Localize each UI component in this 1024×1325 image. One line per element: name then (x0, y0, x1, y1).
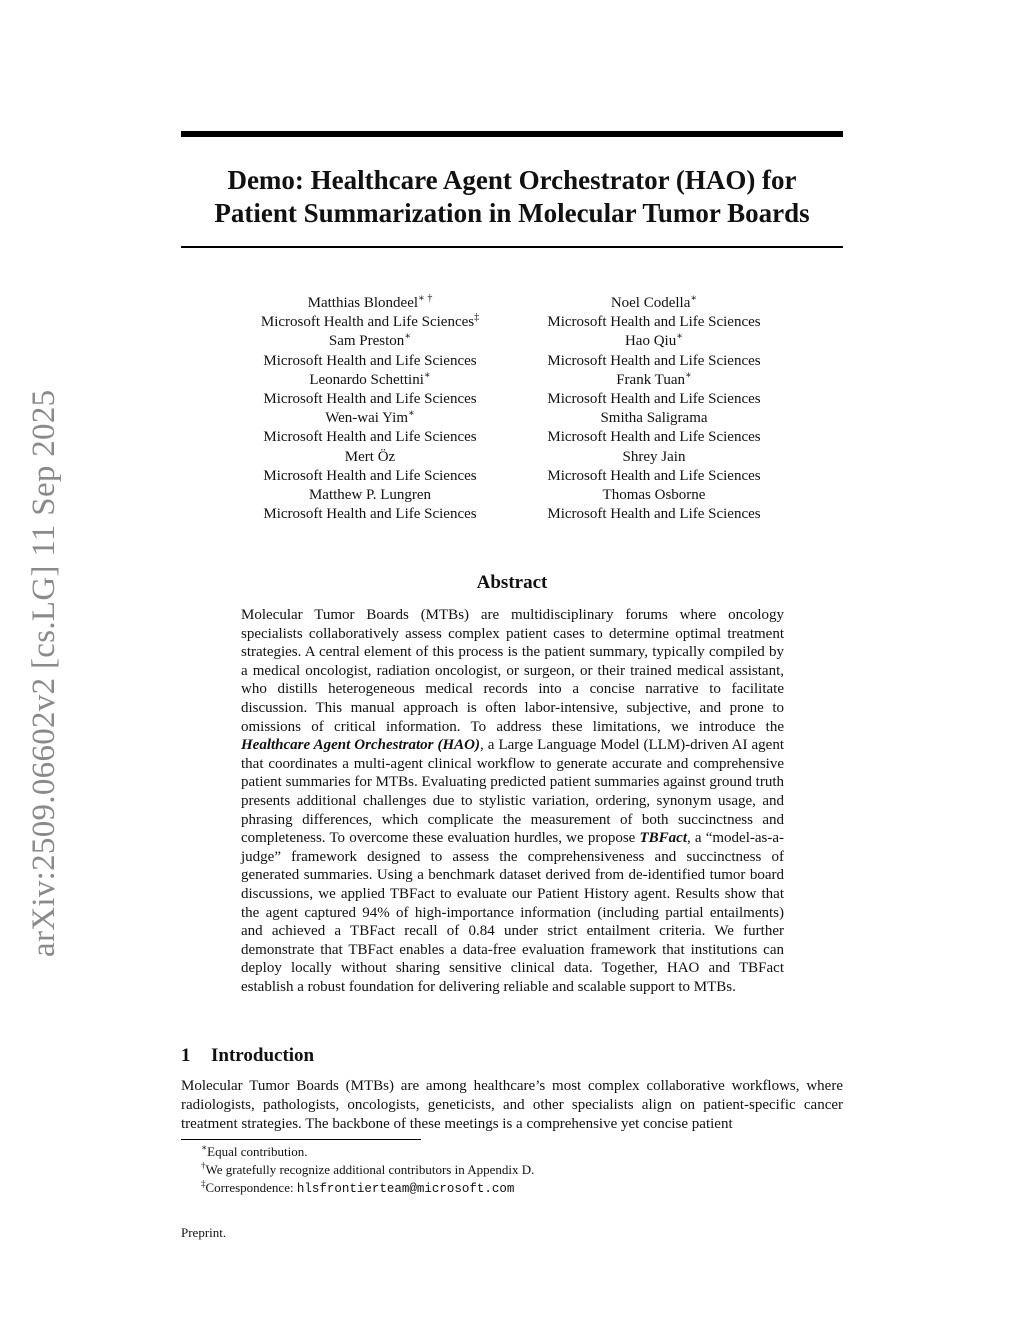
tbfact-emphasis: TBFact (639, 830, 687, 847)
abstract-text: Molecular Tumor Boards (MTBs) are multidisciplinary forums where oncology specialists collaboratively assess complex patient cases to determine optimal treatment strategies. A central element of this process is the patient summary, typically compiled by a medical oncologist, radiation oncologist, or surgeon, or their trained medical assistant, who distills heterogeneous medical records into a concise narrative to facilitate discussion. This manual approach is often labor-intensive, subjective, and prone to omissions of critical information. To address these limitations, we introduce the Healthcare Agent Orchestrator (HAO), a Large Language Model (LLM)-driven AI agent that coordinates a multi-agent clinical workflow to generate accurate and comprehensive patient summaries for MTBs. Evaluating predicted patient summaries against ground truth presents additional challenges due to stylistic variation, ordering, synonym usage, and phrasing differences, which complicate the measurement of both succinctness and completeness. To overcome these evaluation hurdles, we propose TBFact, a “model-as-a-judge” framework designed to assess the comprehensiveness and succinctness of generated summaries. Using a benchmark dataset derived from de-identified tumor board discussions, we applied TBFact to evaluate our Patient History agent. Results show that the agent captured 94% of high-importance information (including partial entailments) and achieved a TBFact recall of 0.84 under strict entailment criteria. We further demonstrate that TBFact enables a data-free evaluation framework that institutions can deploy locally without sharing sensitive clinical data. Together, HAO and TBFact establish a robust foundation for delivering reliable and scalable support to MTBs. (241, 607, 784, 995)
footnotes (181, 1143, 843, 1198)
author-name: Noel Codella∗ (610, 293, 698, 311)
author-affiliation: Microsoft Health and Life Sciences (547, 352, 761, 369)
author-name: Mert Öz (344, 448, 396, 465)
footnote: ‡Correspondence: hlsfrontierteam@microsoft.com (201, 1178, 515, 1196)
abstract-heading: Abstract (476, 572, 548, 593)
title-bottom-rule (181, 246, 843, 248)
title-line-2: Patient Summarization in Molecular Tumor Boards (214, 198, 810, 228)
footnote-rule (181, 1139, 421, 1140)
author-name: Wen-wai Yim∗ (325, 408, 415, 427)
footnote: †We gratefully recognize additional contributors in Appendix D. (201, 1160, 535, 1177)
author-name: Matthias Blondeel∗ † (307, 293, 433, 311)
author-name: Smitha Saligrama (600, 410, 708, 427)
author-affiliation: Microsoft Health and Life Sciences (547, 391, 761, 408)
author-name: Leonardo Schettini∗ (309, 369, 431, 388)
title-top-rule (181, 131, 843, 137)
arxiv-identifier: arXiv:2509.06602v2 [cs.LG] 11 Sep 2025 (26, 389, 62, 957)
introduction-text: Molecular Tumor Boards (MTBs) are among healthcare’s most complex collaborative workflows, where radiologists, pathologists, oncologists, geneticists, and other specialists align on patient-specific cancer treatment strategies. The backbone of these meetings is a comprehensive yet concise patient (181, 1078, 843, 1132)
section-number: 1 (181, 1045, 191, 1066)
author-name: Shrey Jain (622, 448, 686, 465)
author-affiliation: Microsoft Health and Life Sciences (263, 352, 477, 369)
author-affiliation: Microsoft Health and Life Sciences‡ (260, 312, 480, 331)
paper-title (181, 164, 843, 230)
author-name: Frank Tuan∗ (616, 369, 692, 388)
author-affiliation: Microsoft Health and Life Sciences (263, 467, 477, 484)
title-line-1: Demo: Healthcare Agent Orchestrator (HAO) for (227, 165, 797, 195)
author-affiliation: Microsoft Health and Life Sciences (263, 429, 477, 446)
author-affiliation: Microsoft Health and Life Sciences (263, 506, 477, 523)
author-name: Matthew P. Lungren (308, 487, 432, 504)
author-affiliation: Microsoft Health and Life Sciences (547, 506, 761, 523)
authors-left-column (240, 294, 500, 524)
author-affiliation: Microsoft Health and Life Sciences (547, 314, 761, 331)
author-affiliation: Microsoft Health and Life Sciences (263, 391, 477, 408)
section-title: Introduction (211, 1045, 315, 1066)
footnote: ∗Equal contribution. (201, 1142, 308, 1159)
author-name: Thomas Osborne (602, 487, 706, 504)
author-affiliation: Microsoft Health and Life Sciences (547, 429, 761, 446)
correspondence-email[interactable]: hlsfrontierteam@microsoft.com (296, 1182, 515, 1196)
hao-emphasis: Healthcare Agent Orchestrator (HAO) (241, 737, 480, 754)
authors-right-column (524, 294, 784, 524)
author-name: Sam Preston∗ (328, 331, 412, 350)
author-name: Hao Qiu∗ (624, 331, 684, 350)
author-affiliation: Microsoft Health and Life Sciences (547, 467, 761, 484)
section-heading-introduction (181, 1045, 314, 1067)
preprint-footer: Preprint. (181, 1225, 227, 1240)
